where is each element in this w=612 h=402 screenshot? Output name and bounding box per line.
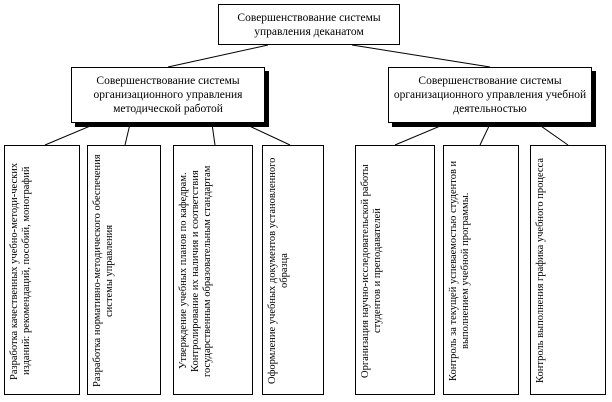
leaf-node-normative-support: [87, 145, 161, 395]
connector-right-leaf-1: [395, 124, 445, 145]
leaf-node-publications: [4, 145, 80, 395]
leaf-node-schedule-control: [530, 145, 606, 395]
branch-node-label: Совершенствование системы организационного управления учебной деятельностью: [393, 75, 587, 115]
leaf-node-documents: [262, 145, 324, 395]
leaf-node-label: Контроль выполнения графика учебного процесса: [535, 158, 546, 384]
leaf-node-label: Контроль за текущей успеваемостью студентов и выполнением учебной программы.: [448, 160, 471, 382]
root-node-label: Совершенствование системы управления деканатом: [237, 11, 381, 38]
leaf-node-label: Разработка нормативно-методического обеспечения системы управления: [92, 154, 115, 388]
leaf-node-research-work: [355, 145, 435, 395]
connector-right-leaf-3: [538, 124, 568, 145]
connector-left-leaf-3: [212, 124, 215, 145]
root-node: [218, 4, 400, 45]
leaf-node-label: Разработка качественных учебно-методи-ческих изданий: рекомендаций, пособий, монографий: [9, 162, 32, 380]
connector-left-leaf-4: [245, 124, 290, 145]
leaf-node-progress-control: [443, 145, 519, 395]
branch-node-educational-activity: [388, 67, 592, 123]
leaf-node-label: Оформление учебных документов установленного образца: [267, 157, 290, 385]
leaf-node-label: Организация научно-исследовательской работы студентов и преподавателей: [360, 164, 383, 378]
connector-left-leaf-2: [125, 124, 130, 145]
branch-node-label: Совершенствование системы организационного управления методической работой: [93, 75, 243, 115]
connector-root-right: [352, 45, 490, 67]
connector-left-leaf-1: [45, 124, 95, 145]
branch-node-methodical-work: [71, 67, 265, 123]
connector-right-leaf-2: [480, 124, 490, 145]
leaf-node-curriculum-approval: [173, 145, 253, 395]
leaf-node-label: Утверждение учебных планов по кафедрам. Контролирование их наличия и соответствия государственным образовательным стандартам: [178, 165, 213, 377]
connector-root-left: [168, 45, 268, 67]
